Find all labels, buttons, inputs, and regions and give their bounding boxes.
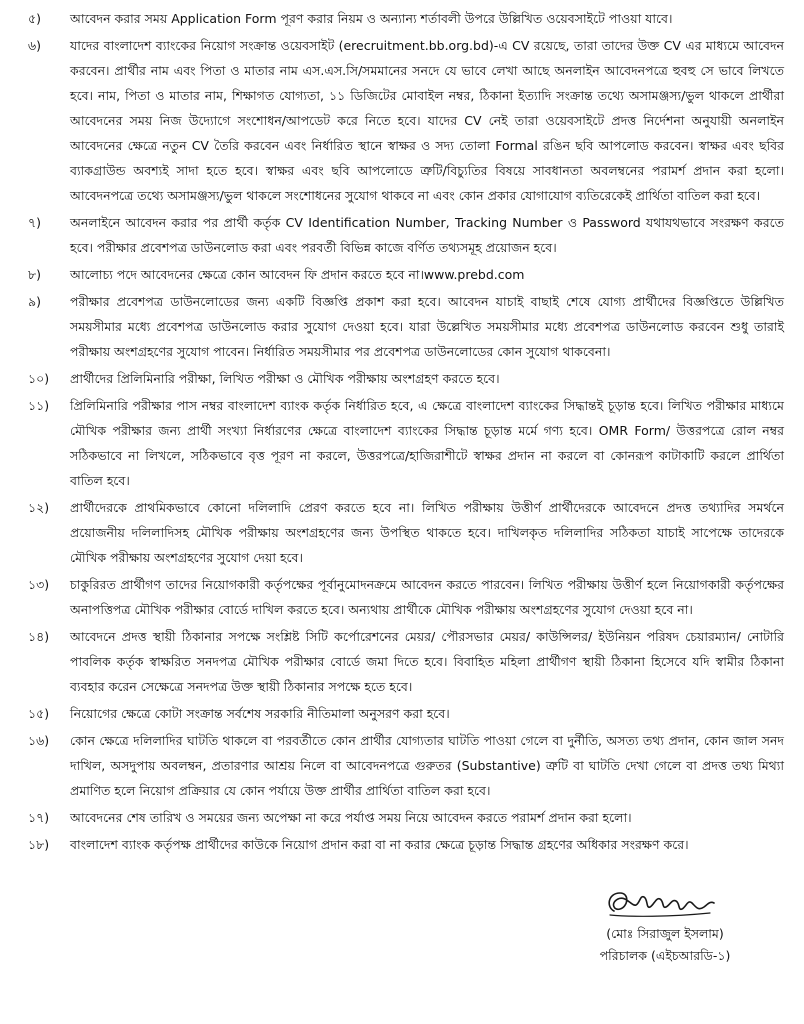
item-text: অনলাইনে আবেদন করার পর প্রার্থী কর্তৃক CV Identification Number, Tracking Number ও Password যথাযথভাবে সংরক্ষণ করতে হবে। পরীক্ষার প্রবেশপত্র ডাউনলোড করা এবং পরবর্তী বিভিন্ন কাজে বর্ণিত তথ্যসমূহ প্রয়োজন হবে। [70,215,784,255]
item-text: চাকুরিরত প্রার্থীগণ তাদের নিয়োগকারী কর্তৃপক্ষের পূর্বানুমোদনক্রমে আবেদন করতে পারবেন। লিখিত পরীক্ষায় উত্তীর্ণ হলে নিয়োগকারী কর্তৃপক্ষের অনাপত্তিপত্র মৌখিক পরীক্ষার বোর্ডে দাখিল করতে হবে। অন্যথায় প্রার্থীকে মৌখিক পরীক্ষায় অংশগ্রহণের সুযোগ দেওয়া হবে না। [70,577,784,617]
list-item [28,805,784,830]
list-item [28,33,784,208]
list-item [28,6,784,31]
item-number: ১৪) [28,629,50,644]
item-number: ৯) [28,294,41,309]
handwritten-signature [600,885,730,923]
item-number: ৫) [28,11,41,26]
item-text: যাদের বাংলাদেশ ব্যাংকের নিয়োগ সংক্রান্ত ওয়েবসাইট (erecruitment.bb.org.bd)-এ CV রয়েছে, তারা তাদের উক্ত CV এর মাধ্যমে আবেদন করবেন। প্রার্থীর নাম এবং পিতা ও মাতার নাম এস.এস.সি/সমমানের সনদে যে ভাবে লেখা আছে অনলাইন আবেদনপত্রে হুবহু সে ভাবে লিখতে হবে। নাম, পিতা ও মাতার নাম, শিক্ষাগত যোগ্যতা, ১১ ডিজিটের মোবাইল নম্বর, ঠিকানা ইত্যাদি সংক্রান্ত তথ্যে অসামঞ্জস্য/ভুল থাকলে প্রার্থীরা আবেদনের সময় নিজ উদ্যোগে সংশোধন/আপডেট করে নিতে হবে। যাদের CV নেই তারা ওয়েবসাইটে প্রদত্ত নির্দেশনা অনুযায়ী অনলাইন আবেদনের ক্ষেত্রে নতুন CV তৈরি করবেন এবং নির্ধারিত স্থানে স্বাক্ষর ও সদ্য তোলা Formal রঙিন ছবি আপলোড করবেন। স্বাক্ষর এবং ছবির ব্যাকগ্রাউন্ড অবশ্যই সাদা হতে হবে। স্বাক্ষর এবং ছবি আপলোডে ত্রুটি/বিচ্যুতির বিষয়ে সাবধানতা অবলম্বনের পরামর্শ প্রদান করা হলো। আবেদনপত্রে তথ্যে অসামঞ্জস্য/ভুল থাকলে সংশোধনের সুযোগ থাকবে না এবং কোন প্রকার যোগাযোগ ব্যতিরেকেই প্রার্থিতা বাতিল করা হবে। [70,38,784,203]
list-item [28,832,784,857]
item-number: ১০) [28,371,50,386]
item-text: আবেদনে প্রদত্ত স্থায়ী ঠিকানার সপক্ষে সংশ্লিষ্ট সিটি কর্পোরেশনের মেয়র/ পৌরসভার মেয়র/ কাউন্সিলর/ ইউনিয়ন পরিষদ চেয়ারম্যান/ নোটারি পাবলিক কর্তৃক স্বাক্ষরিত সনদপত্র মৌখিক পরীক্ষার বোর্ডে জমা দিতে হবে। বিবাহিত মহিলা প্রার্থীগণ স্থায়ী ঠিকানা হিসেবে যদি স্বামীর ঠিকানা ব্যবহার করেন সেক্ষেত্রে সনদপত্র উক্ত স্থায়ী ঠিকানার সপক্ষে হতে হবে। [70,629,784,694]
item-text: আলোচ্য পদে আবেদনের ক্ষেত্রে কোন আবেদন ফি প্রদান করতে হবে না।www.prebd.com [70,267,525,282]
item-text: বাংলাদেশ ব্যাংক কর্তৃপক্ষ প্রার্থীদের কাউকে নিয়োগ প্রদান করা বা না করার ক্ষেত্রে চূড়ান্ত সিদ্ধান্ত গ্রহণের অধিকার সংরক্ষণ করে। [70,837,689,852]
list-item [28,701,784,726]
item-text: কোন ক্ষেত্রে দলিলাদির ঘাটতি থাকলে বা পরবর্তীতে কোন প্রার্থীর যোগ্যতার ঘাটতি পাওয়া গেলে বা দুর্নীতি, অসত্য তথ্য প্রদান, কোন জাল সনদ দাখিল, অসদুপায় অবলম্বন, প্রতারণার আশ্রয় নিলে বা আবেদনপত্রে গুরুতর (Substantive) ত্রুটি বা ঘাটতি দেখা গেলে বা প্রদত্ত তথ্য মিথ্যা প্রমাণিত হলে নিয়োগ প্রক্রিয়ার যে কোন পর্যায়ে উক্ত প্রার্থীর প্রার্থিতা বাতিল করা হবে। [70,733,784,798]
item-number: ১৮) [28,837,50,852]
item-text: পরীক্ষার প্রবেশপত্র ডাউনলোডের জন্য একটি বিজ্ঞপ্তি প্রকাশ করা হবে। আবেদন যাচাই বাছাই শেষে যোগ্য প্রার্থীদের বিজ্ঞপ্তিতে উল্লিখিত সময়সীমার মধ্যে প্রবেশপত্র ডাউনলোড করার সুযোগ দেওয়া হবে। যারা উল্লেখিত সময়সীমার মধ্যে প্রবেশপত্র ডাউনলোড করবেন শুধু তারাই পরীক্ষায় অংশগ্রহণের সুযোগ পাবেন। নির্ধারিত সময়সীমার পর প্রবেশপত্র ডাউনলোডের কোন সুযোগ থাকবেনা। [70,294,784,359]
list-item [28,289,784,364]
list-item [28,262,784,287]
item-text: আবেদনের শেষ তারিখ ও সময়ের জন্য অপেক্ষা না করে পর্যাপ্ত সময় নিয়ে আবেদন করতে পরামর্শ প্রদান করা হলো। [70,810,632,825]
list-item [28,393,784,493]
item-text: প্রার্থীদের প্রিলিমিনারি পরীক্ষা, লিখিত পরীক্ষা ও মৌখিক পরীক্ষায় অংশগ্রহণ করতে হবে। [70,371,500,386]
list-item [28,495,784,570]
signatory-title: পরিচালক (এইচআরডি-১) [599,948,731,963]
item-text: আবেদন করার সময় Application Form পূরণ করার নিয়ম ও অন্যান্য শর্তাবলী উপরে উল্লিখিত ওয়েবসাইটে পাওয়া যাবে। [70,11,673,26]
list-item [28,728,784,803]
list-item [28,210,784,260]
item-text: প্রার্থীদেরকে প্রাথমিকভাবে কোনো দলিলাদি প্রেরণ করতে হবে না। লিখিত পরীক্ষায় উত্তীর্ণ প্রার্থীদেরকে আবেদনে প্রদত্ত তথ্যাদির সমর্থনে প্রয়োজনীয় দলিলাদিসহ মৌখিক পরীক্ষায় অংশগ্রহণের জন্য উপস্থিত থাকতে হবে। দাখিলকৃত দলিলাদির সঠিকতা যাচাই সাপেক্ষে তাদেরকে মৌখিক পরীক্ষায় অংশগ্রহণের সুযোগ দেয়া হবে। [70,500,784,565]
signatory-name: (মোঃ সিরাজুল ইসলাম) [606,926,724,941]
item-number: ১৭) [28,810,50,825]
item-number: ১৫) [28,706,50,721]
list-item [28,572,784,622]
list-item [28,366,784,391]
list-item [28,624,784,699]
signature-block [540,885,790,967]
item-number: ৬) [28,38,42,53]
terms-list [28,6,784,859]
item-number: ১৬) [28,733,50,748]
item-text: প্রিলিমিনারি পরীক্ষার পাস নম্বর বাংলাদেশ ব্যাংক কর্তৃক নির্ধারিত হবে, এ ক্ষেত্রে বাংলাদেশ ব্যাংকের সিদ্ধান্তই চূড়ান্ত হবে। লিখিত পরীক্ষার মাধ্যমে মৌখিক পরীক্ষার জন্য প্রার্থী সংখ্যা নির্ধারণের ক্ষেত্রে বাংলাদেশ ব্যাংকের সিদ্ধান্ত চূড়ান্ত মর্মে গণ্য হবে। OMR Form/ উত্তরপত্রে রোল নম্বর সঠিকভাবে না লিখলে, সঠিকভাবে বৃত্ত পূরণ না করলে, উত্তরপত্রে/হাজিরাশীটে স্বাক্ষর প্রদান না করলে বা কোনরূপ কাটাকাটি করলে প্রার্থিতা বাতিল হবে। [70,398,784,488]
item-text: নিয়োগের ক্ষেত্রে কোটা সংক্রান্ত সর্বশেষ সরকারি নীতিমালা অনুসরণ করা হবে। [70,706,450,721]
item-number: ৮) [28,267,41,282]
item-number: ৭) [28,215,42,230]
item-number: ১৩) [28,577,50,592]
item-number: ১১) [28,398,50,413]
item-number: ১২) [28,500,50,515]
